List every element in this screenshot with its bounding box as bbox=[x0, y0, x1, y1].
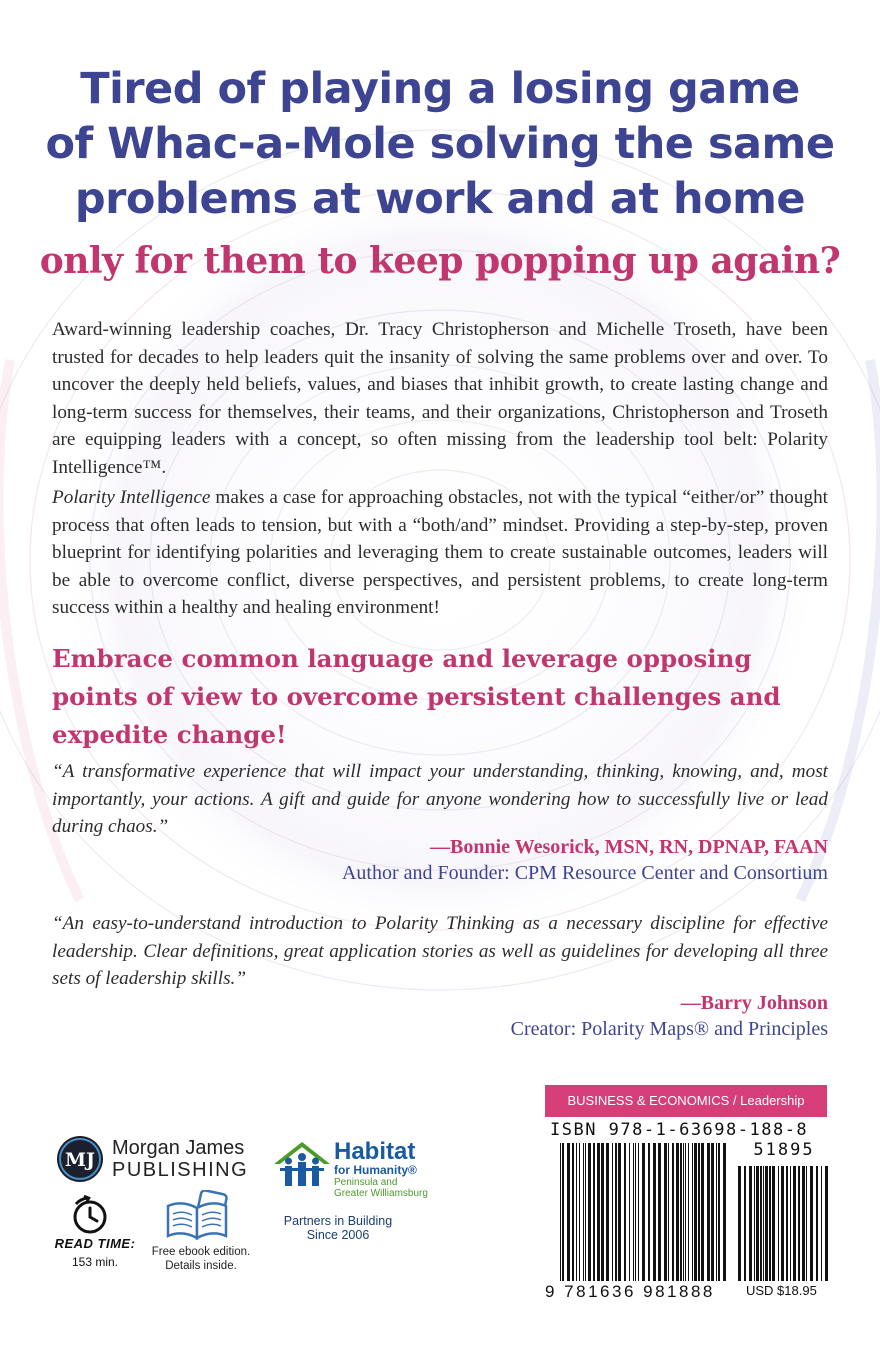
barcode-bar bbox=[754, 1166, 755, 1281]
barcode-bar bbox=[562, 1143, 564, 1281]
barcode-bar bbox=[560, 1143, 561, 1281]
barcode-bar bbox=[583, 1143, 584, 1281]
barcode-bar bbox=[749, 1166, 752, 1281]
barcode-bar bbox=[798, 1166, 800, 1281]
barcode-bar bbox=[567, 1143, 570, 1281]
houses-people-icon bbox=[272, 1138, 332, 1190]
barcode-bar bbox=[802, 1166, 805, 1281]
testimonial-name-1: —Bonnie Wesorick, MSN, RN, DPNAP, FAAN bbox=[430, 836, 828, 858]
barcode-bar bbox=[756, 1166, 759, 1281]
barcode-main bbox=[560, 1143, 728, 1281]
headline-line-3: problems at work and at home bbox=[74, 174, 806, 224]
ebook-line-2: Details inside. bbox=[165, 1260, 237, 1272]
category-label: BUSINESS & ECONOMICS / Leadership bbox=[545, 1085, 827, 1117]
barcode-bar bbox=[648, 1143, 650, 1281]
barcode-bar bbox=[778, 1166, 779, 1281]
second-paragraph-text: makes a case for approaching obstacles, not with the typical “either/or” thought process that often leads to tension, but with a “both/and” mindset. Providing a step-by-step, proven blueprint for identifying polarities and leveraging them to create sustainable outcomes, leaders will be able to overcome conflict, diverse perspectives, and persistent problems, to create long-term success within a healthy and healing environment! bbox=[52, 487, 829, 619]
barcode-bar bbox=[781, 1166, 784, 1281]
barcode-bar bbox=[606, 1143, 609, 1281]
testimonial-role-1: Author and Founder: CPM Resource Center and Consortium bbox=[341, 862, 828, 884]
habitat-subtitle: for Humanity® bbox=[334, 1163, 417, 1177]
testimonial-role-2: Creator: Polarity Maps® and Principles bbox=[510, 1018, 828, 1040]
barcode-bar bbox=[664, 1143, 667, 1281]
barcode-bar bbox=[723, 1143, 726, 1281]
callout-text: Embrace common language and leverage opposing points of view to overcome persistent challenges and expedite change! bbox=[52, 644, 781, 749]
barcode-addon-digits: 51895 bbox=[753, 1140, 815, 1160]
barcode-bar bbox=[638, 1143, 639, 1281]
barcode-bar bbox=[668, 1143, 669, 1281]
barcode-bar bbox=[825, 1166, 828, 1281]
ean-digits: 9 781636 981888 bbox=[545, 1282, 715, 1301]
publisher-name bbox=[112, 1137, 248, 1181]
publisher-name-line-2: PUBLISHING bbox=[112, 1159, 249, 1181]
testimonial-quote-1: “A transformative experience that will impact your understanding, thinking, knowing, and, most importantly, your actions. A gift and guide for anyone wondering how to successfully live or lead during chaos.” bbox=[52, 761, 828, 838]
barcode-bar bbox=[790, 1166, 791, 1281]
barcode-bar bbox=[615, 1143, 617, 1281]
testimonial-name-2: —Barry Johnson bbox=[680, 992, 828, 1014]
barcode-bar bbox=[806, 1166, 807, 1281]
habitat-title: Habitat bbox=[334, 1138, 416, 1165]
barcode-bar bbox=[772, 1166, 775, 1281]
headline-line-1: Tired of playing a losing game bbox=[80, 64, 800, 114]
mj-circle-logo bbox=[56, 1135, 104, 1183]
partners-line-1: Partners in Building bbox=[283, 1214, 393, 1228]
habitat-logo-text bbox=[334, 1140, 428, 1199]
stopwatch-icon bbox=[68, 1194, 112, 1236]
barcode-bar bbox=[688, 1143, 689, 1281]
intro-paragraph: Award-winning leadership coaches, Dr. Tracy Christopherson and Michelle Troseth, have been trusted for decades to help leaders quit the insanity of solving the same problems over and over. To uncover the deeply held beliefs, values, and biases that inhibit growth, to create lasting change and long-term success for themselves, their teams, and their organizations, Christopherson and Troseth are equipping leaders with a concept, so often missing from the leadership tool belt: Polarity Intelligence™. bbox=[52, 319, 828, 478]
barcode-bar bbox=[718, 1143, 720, 1281]
barcode-bar bbox=[793, 1166, 796, 1281]
barcode-bar bbox=[585, 1143, 586, 1281]
barcode-addon bbox=[738, 1166, 830, 1281]
barcode-bar bbox=[821, 1166, 822, 1281]
read-time-label: READ TIME: bbox=[54, 1236, 136, 1251]
barcode-bar bbox=[685, 1143, 686, 1281]
barcode-bar bbox=[769, 1166, 771, 1281]
open-book-icon bbox=[164, 1190, 234, 1242]
barcode-bar bbox=[698, 1143, 700, 1281]
barcode-bar bbox=[738, 1166, 741, 1281]
read-time bbox=[50, 1236, 140, 1269]
barcode-bar bbox=[601, 1143, 604, 1281]
barcode-bar bbox=[642, 1143, 645, 1281]
read-time-value: 153 min. bbox=[71, 1255, 119, 1269]
headline-line-2: of Whac-a-Mole solving the same bbox=[45, 119, 835, 169]
second-paragraph bbox=[52, 484, 828, 622]
barcode-bar bbox=[683, 1143, 684, 1281]
ebook-line-1: Free ebook edition. bbox=[151, 1246, 251, 1258]
barcode-bar bbox=[635, 1143, 636, 1281]
barcode-bar bbox=[629, 1143, 630, 1281]
barcode-bar bbox=[676, 1143, 679, 1281]
barcode-bar bbox=[816, 1166, 818, 1281]
barcode-bar bbox=[576, 1143, 577, 1281]
headline-subline: only for them to keep popping up again? bbox=[39, 240, 841, 282]
habitat-partners bbox=[276, 1214, 400, 1242]
barcode-bar bbox=[579, 1143, 580, 1281]
testimonial-quote-2: “An easy-to-understand introduction to Polarity Thinking as a necessary discipline for effective leadership. Clear definitions, great application stories as well as guidelines for developing all three sets of leadership skills.” bbox=[52, 913, 828, 990]
barcode-bar bbox=[672, 1143, 674, 1281]
barcode-bar bbox=[711, 1143, 714, 1281]
barcode-bar bbox=[633, 1143, 634, 1281]
partners-line-2: Since 2006 bbox=[306, 1228, 370, 1242]
barcode-bar bbox=[760, 1166, 762, 1281]
isbn-text: ISBN 978-1-63698-188-8 bbox=[550, 1120, 809, 1140]
barcode-bar bbox=[653, 1143, 656, 1281]
barcode-bar bbox=[692, 1143, 693, 1281]
barcode-bar bbox=[658, 1143, 661, 1281]
book-title-italic: Polarity Intelligence bbox=[52, 487, 211, 508]
barcode-bar bbox=[593, 1143, 595, 1281]
barcode-bar bbox=[618, 1143, 621, 1281]
barcode-bar bbox=[707, 1143, 710, 1281]
barcode-bar bbox=[744, 1166, 746, 1281]
barcode-bar bbox=[765, 1166, 768, 1281]
habitat-region-2: Greater Williamsburg bbox=[334, 1188, 428, 1199]
ebook-note bbox=[146, 1245, 256, 1273]
barcode-bar bbox=[680, 1143, 682, 1281]
barcode-bar bbox=[588, 1143, 591, 1281]
barcode-bar bbox=[572, 1143, 574, 1281]
barcode-bar bbox=[716, 1143, 717, 1281]
barcode-bar bbox=[810, 1166, 813, 1281]
headline bbox=[30, 62, 850, 227]
barcode-bar bbox=[786, 1166, 788, 1281]
mj-logo-letters: MJ bbox=[64, 1149, 96, 1171]
barcode-bar bbox=[763, 1166, 764, 1281]
barcode-bar bbox=[612, 1143, 613, 1281]
barcode-bar bbox=[694, 1143, 697, 1281]
habitat-region-1: Peninsula and bbox=[334, 1177, 398, 1188]
publisher-name-line-1: Morgan James bbox=[112, 1137, 245, 1159]
barcode-bar bbox=[624, 1143, 626, 1281]
barcode-bar bbox=[701, 1143, 704, 1281]
barcode-bar bbox=[597, 1143, 600, 1281]
price-label: USD $18.95 bbox=[746, 1283, 817, 1298]
